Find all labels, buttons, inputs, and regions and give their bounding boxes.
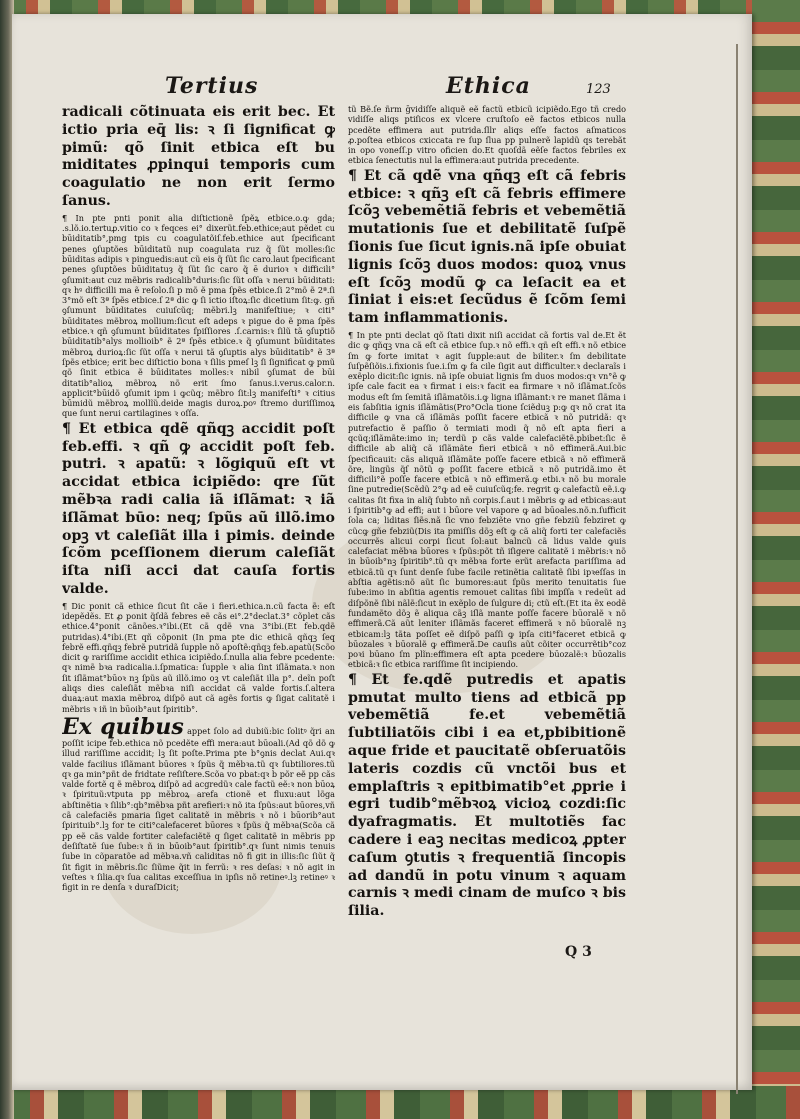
commentary-text: ¶ In pte pnti ponit alia diſtictionẽ ſpẽꝝ etbice.o.ꝙ gda; .s.lõ.io.tertuꝓ.vitio co ꝛ feqces ei° dixerũt.feb.ethice;aut pẽdet cu būiditatib°,pmg tpis cu coagulatõiſ.feb.ethice aut ſpecificant penes ꝯſuptões būiditatũ nup coagulata ruz q̃ ſũt molles:ſic būiditas adipis ꝛ pinguedis:aut cũ eis q̃ ſũt ſic caro.laut ſpecificant penes ꝯſuptões būiditatuȝ q̃ ſũt ſic caro q̃ ē durioꝛ ꝛ difficili° ꝯſumit:aut cuz mẽbris radicalib°duris:ſic ſũt oſſa ꝛ nerui būiditati: qꝛ hꝰ difficilli ma ẽ reſolo.ſi p mõ ẽ pma ſpẽs etbice.ſi 2°mõ ẽ 2ª.ſi 3°mõ eſt 3ª ſpẽs etbice.ſ 2ª dic ꝙ ſi ictio iſtoꝝ:ſic dicetium ſit:ꝙ. gñ ꝯſumunt būiditates cuiuſcũq; mẽbri.lꝫ manifeſtiue; ꝛ citi° būiditates mẽbroꝝ mollium:ſicut eſt adeps ꝛ pigue do ẽ pma ſpẽs etbice.ꝛ qñ ꝯſumunt būiditates ſpiſſiores .ſ.carnis:ꝛ ſilũ tã ꝯſuptiõ būiditatib°alys mollioib° ẽ 2ª ſpẽs etbice.ꝛ q̃ ꝯſumunt būiditates mẽbroꝝ durioꝝ:ſic ſũt oſſa ꝛ nerui tã ꝯſuptis alys būiditatib° ẽ 3ª ſpẽs etbice; erit bec diſtictio bona ꝛ ſilis pmeſ lꝫ ſi ſignificat ꝙ pmũ qõ ſinit etbica ẽ būiditates molles:ꝛ nibil ꝯſumat de būi ditatib°alioꝝ mẽbroꝝ nõ erit ſmo ſanus.i.verus.calor.n. applicit°būidõ ꝯſumit ipm i ꝙcũq; mẽbro ſit:lꝫ manifeſti° ꝛ citius būmidũ mẽbroꝝ mollĩũ.deide magis duroꝝ.poꝰ ſtremo duriſſimoꝝ que ſunt nerui cartilagines ꝛ oſſa.	[62, 212, 335, 419]
signature-mark: Q 3	[565, 944, 592, 960]
book-edge-bottom	[0, 1086, 800, 1119]
commentary-text: tũ Bẽ.ſe ñrm ḡvidiſſe aliquẽ eẽ factũ etbicũ icipiẽdo.Ego tñ credo vidiſſe aliqs ptiſicos ex vlcere cruſtoſo eẽ factos etbicos nulla pcedẽte effimera aut putrida.ſllr aliqs eſſe factos aſmaticos ꝓ.poſtea etbicos cxiccata re ſup ſlua pp pulnerẽ lapidũ qs terebãt in opo voneſſ.p vitro oficien do.Et quoſdã eẽſe factos febriles ex etbica ſenectutis nul la effimera:aut putrida precedente.	[348, 104, 626, 166]
left-text-column	[62, 104, 335, 944]
running-head-left: Tertius	[165, 73, 259, 99]
book-edge-right	[752, 0, 800, 1119]
paragraph-text: ¶ Et cã qdẽ vna qñqꝫ eſt cã febris etbice: ꝛ qñꝫ eſt cã febris effimere ſcõꝫ vebemẽtiã febris et vebemẽtiã mutationis ſue et debilitatẽ ſuſpẽ ſionis ſue ſicut ignis.nã ipſe obuiat lignis ſcõꝫ duos modos: quoꝝ vnus eſt ſcõꝫ modũ ꝙ ca leſacit ea et ſiniat i eis:et ſecũdus ẽ ſcõm ſemi tam inflammationis.	[348, 167, 626, 327]
lead-words: Ex quibus	[62, 713, 184, 740]
commentary-text: appet ſolo ad dubiũ:bic ſolitꝰ q̃ri an poſſit icipe feb.ethica nõ pcedẽte effi mera:aut būoali.(Ad qõ dõ ꝙ illud rariſſime accidit; lꝫ ſit poſte.Prima pte b°ꝯnis declat Aui.qꝛ valde facilius iſlãmant būores ꝛ ſpũs q̃ mẽbꝛa.tũ qꝛ ſubtiliores.tũ qꝛ ga min°pñt de fridtate reſiſtere.Scõa vo pbat:qꝛ b põr eẽ pp cãs valde fortẽ q ẽ mẽbroꝝ diſpõ ad acgredũꝛ cale factũ eẽ:ꝛ non būoꝝ ꝛ ſpirituũ:vtputa pp mẽbroꝝ arefa ctionẽ et fluxu:aut lõga abſtinẽtia ꝛ ſilib°:qb°mẽbꝛa pñt arefieri:ꝛ nõ ita ſpũs:aut būores,vñ cã calefaciẽs pmaria ſiget calitatẽ in mẽbris ꝛ nõ i būorib°aut ſpirituib°.lꝫ for te citi°calefaceret būores ꝛ ſpũs q̃ mẽbꝛa(Scõa cã pp eẽ cãs valde fortiter calefaciẽtẽ q ſiget calitatẽ in mẽbris pp deſiſtatẽ ſue ſube:ꝛ ñ in būoib°aut ſpiritib°.qꝛ ſunt nimis tenuis ſube in cõparatõe ad mẽbꝛa.vñ caliditas nõ fi git in illis:ſic ſiũt q̃ ſit figit in mẽbris.ſic ſiũme q̃it in ferrũ: ꝛ res deſas: ꝛ nõ agit in veſtes ꝛ ſilia.qꝛ ſua calitas exceſſiua in ipſis nõ retineꝰ.lꝫ retineꝰ ꝛ figit in re denſa ꝛ duraſDicit;	[62, 725, 335, 893]
folio-number: 123	[586, 82, 611, 97]
commentary-text: ¶ In pte pnti declat qõ ſtati dixit niſi accidat cã fortis val de.Et ẽt dic ꝙ qñqꝫ vna cã eſt cã etbice ſup.ꝛ nõ effi.ꝛ qñ eſt effi.ꝛ nõ etbice ſm ꝙ forte imitat ꝛ agit ſupple:aut de biliter.ꝛ ſm debilitate ſuſpẽſiõis.i.fixionis ſue.i.ſm ꝙ fa cile ſigit aut difficulter.ꝛ declaraĩs i exẽplo dicit:ſic ignis. nã ipſe obuiat lignis ſm duos modos:qꝛ vn°ẽ ꝙ ipſe cale facit ea ꝛ firmat i eis:ꝛ facit ea firmare ꝛ nõ iſlãmat.ſcõs modus eſt ſm ſemitã iſlãmatõis.i.ꝙ ligna iſlãmant:ꝛ re manet ſlãma i eis ſabſitia ignis iſlãmãtis(Pro°Ocla tione ſciẽduꝫ p:ꝙ qꝛ nõ crat ita difficile ꝙ vna cã iſlãmãs poſſit facere etbicã ꝛ nõ putridã: qꝛ putrefactio ẽ paſſio õ termiati modi q̃ nõ eſt apta fieri a qcũq;iſlãmãte:imo in; terdũ p cãs valde calefaciẽtẽ.pbibet:ſic ẽ difficile ab aliq̃ cã iſlãmãte fieri etbicã ꝛ nõ effimerã.Aui.bic ſpecificauit: cãs aliquã iſlãmãte poſſe facere etbicã ꝛ nõ effimerã õre, lingũs q̃ſ nõtũ ꝙ poſſit facere etbicã ꝛ nõ putridã.imo ẽt difficili°ẽ poſſe facere etbicã ꝛ nõ effimerã.ꝙ etbi.ꝛ nõ bu morale ſine putredie(Scẽdũ 2°ꝙ ad eẽ cuiuſcũq;fe. regrit ꝙ calefactũ eẽ.i.ꝙ calitas ſit fixa in aliq̃ ſubto nñ corpis.ſ.aut i mẽbris ꝙ ad etbicas:aut i ſpiritib°ꝙ ad effi; aut i būore vel vapore ꝙ ad būoales.nõ.n.ſufficit ſola ca; liditas ſiẽs.nã ſic vno febziẽte vno gñe febziũ febziret ꝙ cũcꝙ gñe febziũ(Dis ita pmiſſis dõꝫ eſt ꝙ cã aliq̃ forti ter calefaciẽs occurrẽs alicui corpi ſicut ſol:aut balncũ cã lidus valde ꝙuis calefaciat mẽbꝛa būores ꝛ ſpũs:põt tñ iſigere calitatẽ i mẽbris:ꝛ nõ in būoib°nꝫ ſpiritib°.tũ qꝛ mẽbꝛa forte erũt arefacta pariſſima ad etbicã.tũ qꝛ ſunt denſe ſube facile retinẽtia calitatẽ ſibi ipꝛeſſas in abſtia agẽtis:nõ aũt ſic bumores:aut ſpũs merito tenuitatis ſue ſube:imo in abſitia agentis remouet calitas ſibi impſſa ꝛ redeũt ad diſpõnẽ ſibi nãlẽ:ſicut in exẽplo de ſulgure di; ctũ eſt.(Et ita ẽx eodẽ fundamẽto dõꝫ ẽ aliqua cãꝫ iſlã mante poſſe facere būoralẽ ꝛ nõ effimerã.Cã aũt leniter iſlãmãs faceret effimerã ꝛ nõ būoralẽ nꝫ etbicam:lꝫ tãta poſſet eẽ diſpõ paſſi ꝙ ipſa citi°faceret etbicã ꝙ būozales ꝛ būoralẽ ꝙ effimerã.De cauſis aũt cõiter occurrẽtib°coz poꝛi būano ſm plĩn:effimera eſt apta pcedere būozalẽ:ꝛ būozalis etbicã:ꝛ ſic etbica rariſſime ſit incipiendo.	[348, 329, 626, 670]
commentary-text-with-lead	[62, 713, 335, 893]
page-fold-edge	[736, 44, 738, 1094]
commentary-text: ¶ Dic ponit cã ethice ſicut ſit cãe i fieri.ethica.n.cũ facta ẽ: eſt idepẽdẽs. Et ꝓ ponit q̃ſdã febres eẽ cãs ei°.2°declat.3° cõplet cãs ethice.4°ponit cãnões.ꝛ°ibi.(Et cã qdẽ vna 3°ibi.(Et feb.qdẽ putridas).4°ibi.(Et qñ cõponit (In pma pte dic ethicã qñqꝫ ſeq febrẽ effi.qñqꝫ febrẽ putridã ſupple nõ apoſtẽ:qñqꝫ feb.apatũ(Scõo dicit ꝙ rariſſime accidit ethica icipiẽdo.ſ.nulla alia febre pcedente: qꝛ nimẽ bꝛa radicalia.i.ſpmatica: ſupple ꝛ alia ſint iſlãmata.ꝛ non ſit iſlãmat°būoꝛ nꝫ ſpũs aũ illõ.imo oꝫ vt caleſiãt illa p°. deĩn poſt aliqs dies caleſiãt mẽbꝛa niſi accidat cã valde fortis.ſ.altera duaꝝ:aut maxia mẽbroꝝ diſpõ aut cã agẽs fortis ꝙ ſigat calitatẽ i mẽbris ꝛ iñ in būoib°aut ſpiritib°.	[62, 600, 335, 714]
paragraph-text: radicali cõtinuata eis erit bec. Et ictio pria eq̄ lis: ꝛ ſi ſignificat ꝙ pimũ: qõ ſinit etbica eſt bu miditates ꝓpinqui temporis cum coagulatio ne non erit ſermo ſanus.	[62, 104, 335, 209]
running-head-right: Ethica	[446, 73, 531, 99]
paragraph-text: ¶ Et fe.qdẽ putredis et apatis pmutat multo tiens ad etbicã pp vebemẽtiã fe.et vebemẽtiã ſubtiliatõis cibi i ea et,pbibitionẽ aque fride et paucitatẽ obſeruatõis lateris cozdis cũ vnctõi bus et emplaſtris ꝛ epitbimatib°et ꝓprie i egri tudib°mẽbꝛoꝝ vicioꝝ cozdi:ſic dyafragmatis. Et multotiẽs fac cadere i eaꝫ necitas medicoꝝ ꝓpter caſum ꝯtutis ꝛ frequentiã ſincopis ad dandũ in potu vinum ꝛ aquam carnis ꝛ medi cinam de muſco ꝛ bis ſilia.	[348, 671, 626, 920]
right-text-column	[348, 104, 626, 944]
paragraph-text: ¶ Et etbica qdẽ qñqꝫ accidit poſt feb.effi. ꝛ qñ ꝙ accidit poſt feb. putri. ꝛ apatũ: ꝛ lõgiquũ eſt vt accidat etbica icipiẽdo: qre ſũt mẽbꝛa radi calia iã iſlãmat: ꝛ iã iſlãmat būo: neq; ſpũs aũ illõ.imo opꝫ vt caleſiãt illa i pimis. deinde ſcõm pceſſionem dierum caleſiãt iſta niſi acci dat cauſa fortis valde.	[62, 420, 335, 597]
